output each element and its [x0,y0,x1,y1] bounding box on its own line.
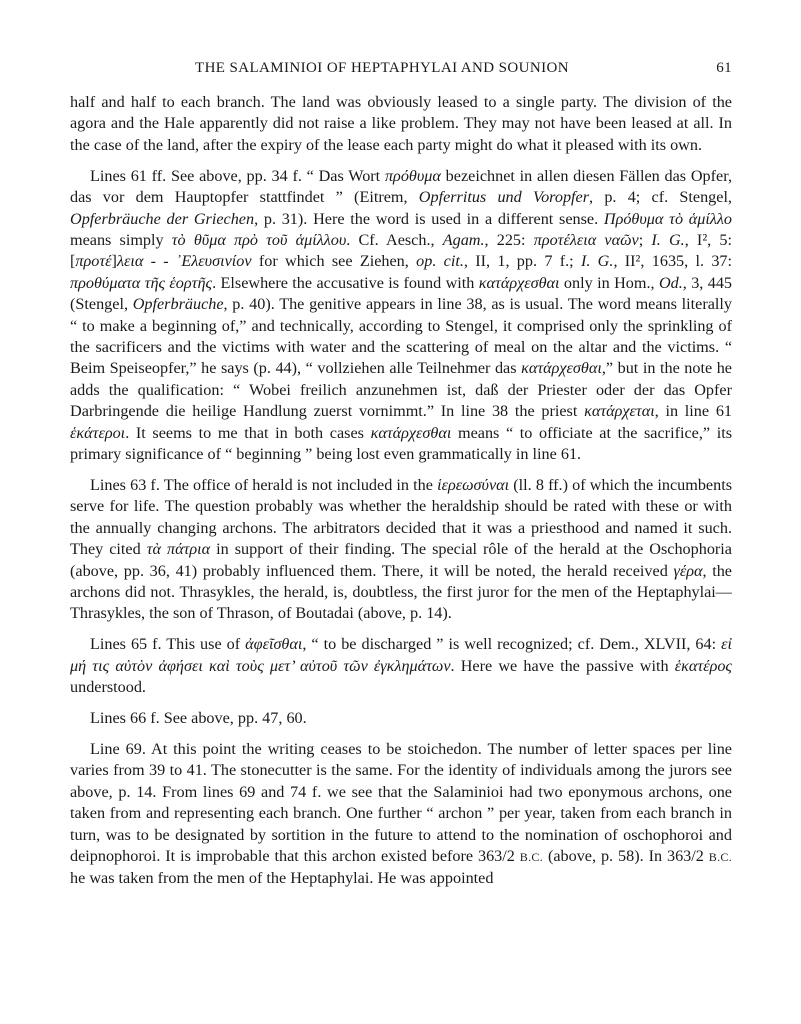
running-title: THE SALAMINIOI OF HEPTAPHYLAI AND SOUNION [195,60,569,76]
greek-term: προτέλεια ναῶν [533,230,639,249]
era-abbrev: B.C. [519,849,544,864]
greek-term: προθύματα τῆς ἑορτῆς [70,273,213,292]
greek-term: ἱερεωσύναι [437,475,510,494]
paragraph-lines-63: Lines 63 f. The office of herald is not included in the ἱερεωσύναι (ll. 8 ff.) of which the incumbents serve for life. The question probably was whether the heraldship should be rated with these or with the annually changing archons. The arbitrators decided that it was a priesthood and named it such. They cited τὰ πάτρια in support of their finding. The special rôle of the herald at the Oschophoria (above, pp. 36, 41) probably influenced them. There, it will be noted, the herald received γέρα, the archons did not. Thrasykles, the herald, is, doubtless, the first juror for the men of the Heptaphylai—Thrasykles, the son of Thrason, of Boutadai (above, p. 14). [70,475,732,623]
era-abbrev: B.C. [708,849,732,864]
greek-term: γέρα [673,561,703,580]
paragraph-lines-61: Lines 61 ff. See above, pp. 34 f. “ Das Wort πρόθυμα bezeichnet in allen diesen Fällen das Opfer, das vor dem Hauptopfer stattfindet ” (Eitrem, Opferritus und Voropfer, p. 4; cf. Stengel, Opferbräuche der Griechen, p. 31). Here the word is used in a different sense. Πρόθυμα τὸ ἁμίλλο means simply τὸ θῦμα πρὸ τοῦ ἁμίλλου. Cf. Aesch., Agam., 225: προτέλεια ναῶν; I. G., I², 5: [προτέ]λεια - - ᾿Ελευσινίον for which see Ziehen, op. cit., II, 1, pp. 7 f.; I. G., II², 1635, l. 37: προθύματα τῆς ἑορτῆς. Elsewhere the accusative is found with κατάρχεσθαι only in Hom., Od., 3, 445 (Stengel, Opferbräuche, p. 40). The genitive appears in line 38, as is usual. The word means literally “ to make a beginning of,” and technically, according to Stengel, it comprised only the sprinkling of the sacrificers and the victims with water and the scattering of meal on the altar and the victims. “ Beim Speiseopfer,” he says (p. 44), “ vollziehen alle Teilnehmer das κατάρχεσθαι,” but in the note he adds the qualification: “ Wobei freilich anzunehmen ist, daß der Priester oder der das Opfer Darbringende die heilige Handlung zuerst vornimmt.” In line 38 the priest κατάρχεται, in line 61 ἑκάτεροι. It seems to me that in both cases κατάρχεσθαι means “ to officiate at the sacrifice,” its primary significance of “ beginning ” being lost even grammatically in line 61. [70,166,733,463]
greek-term: ᾿Ελευσινίον [176,252,252,271]
paragraph-lines-66: Lines 66 f. See above, pp. 47, 60. [90,708,307,727]
citation-title: Opferritus und Voropfer [418,188,590,207]
greek-term: ἑκατέρος [674,656,732,675]
greek-term: ἀφεῖσθαι [245,635,303,654]
paragraph-lines-65: Lines 65 f. This use of ἀφεῖσθαι, “ to be discharged ” is well recognized; cf. Dem., XLVII, 64: εἰ μή τις αὐτὸν ἀφήσει καὶ τοὺς μετ’ αὐτοῦ τῶν ἐγκλημάτων. Here we have the passive with ἑκατέρος understood. [70,635,732,697]
citation-title: op. cit. [416,252,464,271]
greek-term: κατάρχεσθαι [478,273,560,292]
citation-title: Opferbräuche der Griechen [70,209,255,228]
greek-term: λεια [116,252,144,271]
greek-term: προτέ [75,252,112,271]
greek-term: Πρόθυμα τὸ ἁμίλλο [603,209,733,228]
greek-term: κατάρχεσθαι [521,359,602,378]
paragraph-line-69: Line 69. At this point the writing ceases to be stoichedon. The number of letter spaces per line varies from 39 to 41. The stonecutter is the same. For the identity of individuals among the jurors see above, p. 14. From lines 69 and 74 f. we see that the Salaminioi had two eponymous archons, one taken from and representing each branch. One further “ archon ” per year, taken from each branch in turn, was to be designated by sortition in the future to attend to the nomination of oschophoroi and deipnophoroi. It is improbable that this archon existed before 363/2 B.C. (above, p. 58). In 363/2 B.C. he was taken from the men of the Heptaphylai. He was appointed [70,739,732,888]
page-number: 61 [716,60,732,76]
citation-title: Agam. [442,230,485,249]
greek-term: πρόθυμα [384,166,441,185]
page [70,56,732,899]
running-head [70,56,732,82]
greek-term: ἑκάτεροι [70,423,126,442]
citation-title: I. G. [580,252,614,271]
citation-title: I. G. [651,230,685,249]
greek-term: τὰ πάτρια [146,540,211,559]
greek-term: εἰ μή τις αὐτὸν ἀφήσει καὶ τοὺς μετ’ αὐτοῦ τῶν ἐγκλημάτων [70,635,732,675]
paragraph-1: half and half to each branch. The land was obviously leased to a single party. The division of the agora and the Hale apparently did not raise a like problem. They may not have been leased at all. In the case of the land, after the expiry of the lease each party might do what it pleased with its own. [70,93,732,154]
greek-term: τὸ θῦμα πρὸ τοῦ ἁμίλλου [171,230,347,249]
citation-title: Od. [658,273,683,292]
greek-term: κατάρχεσθαι [370,423,452,442]
citation-title: Opferbräuche [132,295,224,314]
greek-term: κατάρχεται [584,402,655,421]
